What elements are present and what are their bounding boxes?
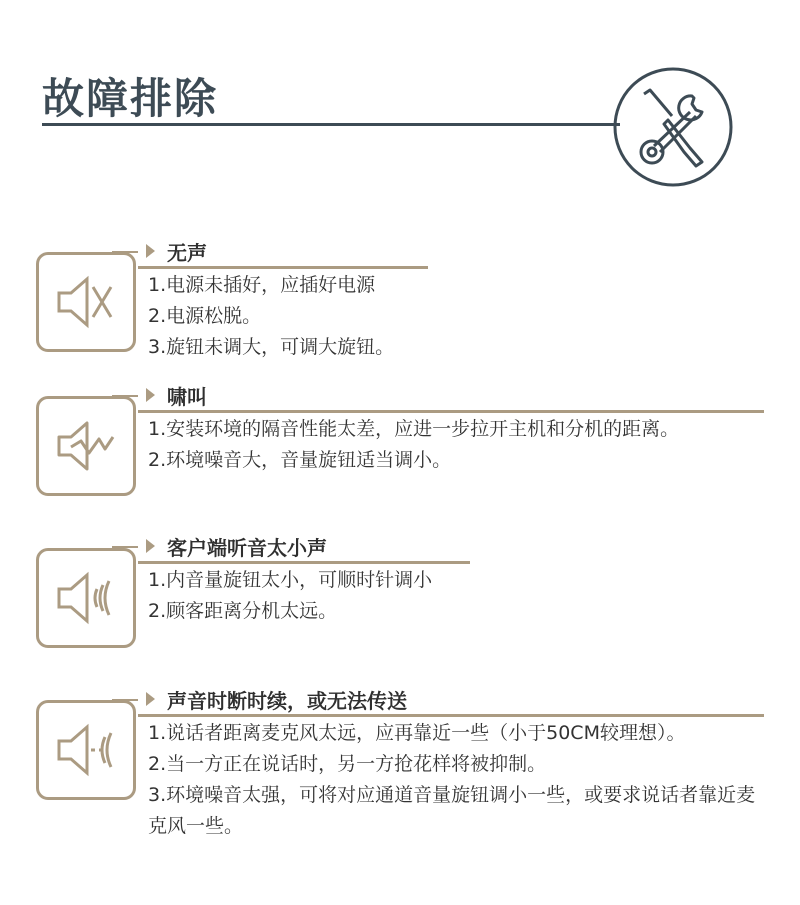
list-item: 2.环境噪音大，音量旋钮适当调小。 <box>148 449 452 471</box>
speaker-mute-icon <box>36 252 136 352</box>
item-list <box>148 270 394 363</box>
speaker-feedback-icon <box>36 396 136 496</box>
list-item: 2.当一方正在说话时，另一方抢花样将被抑制。 <box>148 753 547 775</box>
speaker-low-volume-icon <box>36 548 136 648</box>
arrow-right-icon <box>146 539 155 553</box>
list-item: 1.安装环境的隔音性能太差，应进一步拉开主机和分机的距离。 <box>148 418 680 440</box>
header-divider <box>42 123 620 126</box>
section-title: 啸叫 <box>167 385 207 409</box>
list-item: 2.电源松脱。 <box>148 305 262 327</box>
list-item: 3.环境噪音太强，可将对应通道音量旋钮调小一些，或要求说话者靠近麦克风一些。 <box>148 784 756 837</box>
list-item: 3.旋钮未调大，可调大旋钮。 <box>148 336 395 358</box>
item-list <box>148 414 679 476</box>
arrow-right-icon <box>146 388 155 402</box>
item-list <box>148 718 768 842</box>
list-item: 1.电源未插好，应插好电源 <box>148 274 376 296</box>
list-item: 1.内音量旋钮太小，可顺时针调小 <box>148 569 433 591</box>
section-title: 无声 <box>167 241 207 265</box>
item-list <box>148 565 432 627</box>
section-rule <box>138 561 470 564</box>
section-title: 声音时断时续，或无法传送 <box>167 689 407 713</box>
section-rule <box>138 714 764 717</box>
page-title: 故障排除 <box>42 74 219 123</box>
tools-icon <box>612 66 734 188</box>
list-item: 1.说话者距离麦克风太远，应再靠近一些（小于50CM较理想）。 <box>148 722 686 744</box>
arrow-right-icon <box>146 244 155 258</box>
section-rule <box>138 266 428 269</box>
arrow-right-icon <box>146 692 155 706</box>
list-item: 2.顾客距离分机太远。 <box>148 600 338 622</box>
section-title: 客户端听音太小声 <box>167 536 327 560</box>
section-rule <box>138 410 764 413</box>
speaker-intermittent-icon <box>36 700 136 800</box>
